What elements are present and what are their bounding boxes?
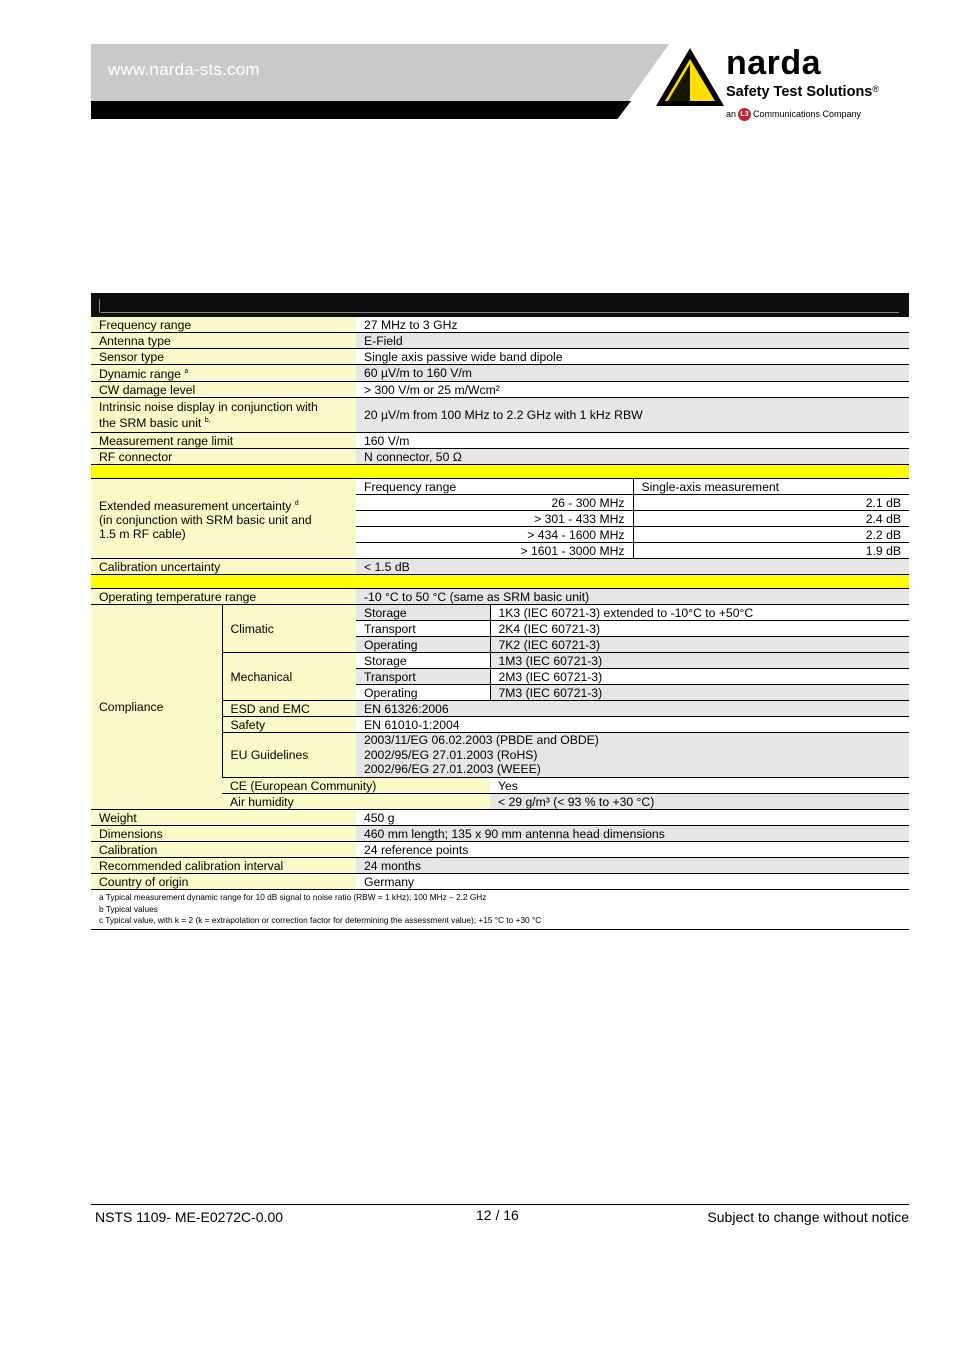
table-row: Antenna type E-Field <box>91 333 909 349</box>
l3-badge-icon: L3 <box>738 108 751 121</box>
table-row: Frequency range 27 MHz to 3 GHz <box>91 317 909 333</box>
table-row: Country of origin Germany <box>91 874 909 890</box>
table-row: Operating 7K2 (IEC 60721-3) <box>91 637 909 653</box>
section-separator <box>91 575 909 589</box>
table-row: Air humidity < 29 g/m³ (< 93 % to +30 °C) <box>91 794 909 810</box>
page-header <box>91 44 909 120</box>
table-row: > 434 - 1600 MHz 2.2 dB <box>91 527 909 543</box>
table-row: 26 - 300 MHz 2.1 dB <box>91 495 909 511</box>
doc-number: NSTS 1109- ME-E0272C-0.00 <box>95 1209 284 1225</box>
footnote-c: c Typical value, with k = 2 (k = extrapolation or correction factor for determining the assessment value); +15 °C to +30 °C <box>99 915 542 926</box>
table-row: ESD and EMC EN 61326:2006 <box>91 701 909 717</box>
footer-divider <box>91 1204 909 1205</box>
page-number: 12 / 16 <box>476 1207 519 1223</box>
change-notice: Subject to change without notice <box>707 1209 909 1225</box>
website-url[interactable]: www.narda-sts.com <box>108 60 260 79</box>
table-row: Sensor type Single axis passive wide band dipole <box>91 349 909 365</box>
table-row: Weight 450 g <box>91 810 909 826</box>
narda-logo <box>654 46 909 120</box>
table-row: Calibration 24 reference points <box>91 842 909 858</box>
brand-name: narda <box>726 44 822 82</box>
table-row: Intrinsic noise display in conjunction with the SRM basic unit $^{b,}$ 20 µV/m from 100 MHz to 2.2 GHz with 1 kHz RBW <box>91 398 909 433</box>
header-black-band <box>91 101 631 119</box>
footnote-a: a Typical measurement dynamic range for 10 dB signal to noise ratio (RBW = 1 kHz); 100 MHz – 2.2 GHz <box>99 892 487 903</box>
table-row: Transport 2M3 (IEC 60721-3) <box>91 669 909 685</box>
table-row: Operating 7M3 (IEC 60721-3) <box>91 685 909 701</box>
table-row: Dimensions 460 mm length; 135 x 90 mm antenna head dimensions <box>91 826 909 842</box>
specification-table <box>91 293 909 930</box>
table-row: > 1601 - 3000 MHz 1.9 dB <box>91 543 909 559</box>
footnotes <box>91 890 909 930</box>
table-row: Compliance Climatic Storage 1K3 (IEC 60721-3) extended to -10°C to +50°C <box>91 605 909 621</box>
table-row: Mechanical Storage 1M3 (IEC 60721-3) <box>91 653 909 669</box>
company-line: an L3 Communications Company <box>726 108 861 121</box>
footnote-b: b Typical values <box>99 903 158 914</box>
table-row: Measurement range limit 160 V/m <box>91 433 909 449</box>
warning-triangle-icon <box>654 46 726 108</box>
section-separator <box>91 465 909 479</box>
table-row: Recommended calibration interval 24 months <box>91 858 909 874</box>
brand-tagline: Safety Test Solutions® <box>726 84 880 100</box>
table-row: RF connector N connector, 50 Ω <box>91 449 909 465</box>
table-row: Calibration uncertainty < 1.5 dB <box>91 559 909 575</box>
table-row: Transport 2K4 (IEC 60721-3) <box>91 621 909 637</box>
table-row: CE (European Community) Yes <box>91 778 909 794</box>
table-row: > 301 - 433 MHz 2.4 dB <box>91 511 909 527</box>
table-row: Dynamic range $^a$ 60 µV/m to 160 V/m <box>91 365 909 382</box>
table-row: EU Guidelines 2003/11/EG 06.02.2003 (PBDE and OBDE) 2002/95/EG 27.01.2003 (RoHS) 2002/96/EG 27.01.2003 (WEEE) <box>91 733 909 778</box>
table-row: CW damage level > 300 V/m or 25 m/Wcm² <box>91 382 909 398</box>
table-row: Safety EN 61010-1:2004 <box>91 717 909 733</box>
table-row: Extended measurement uncertainty $^d$ (in conjunction with SRM basic unit and 1.5 m RF cable) Frequency range Single-axis measurement <box>91 479 909 495</box>
table-title-bar <box>91 293 909 317</box>
table-row: Operating temperature range -10 °C to 50 °C (same as SRM basic unit) <box>91 589 909 605</box>
